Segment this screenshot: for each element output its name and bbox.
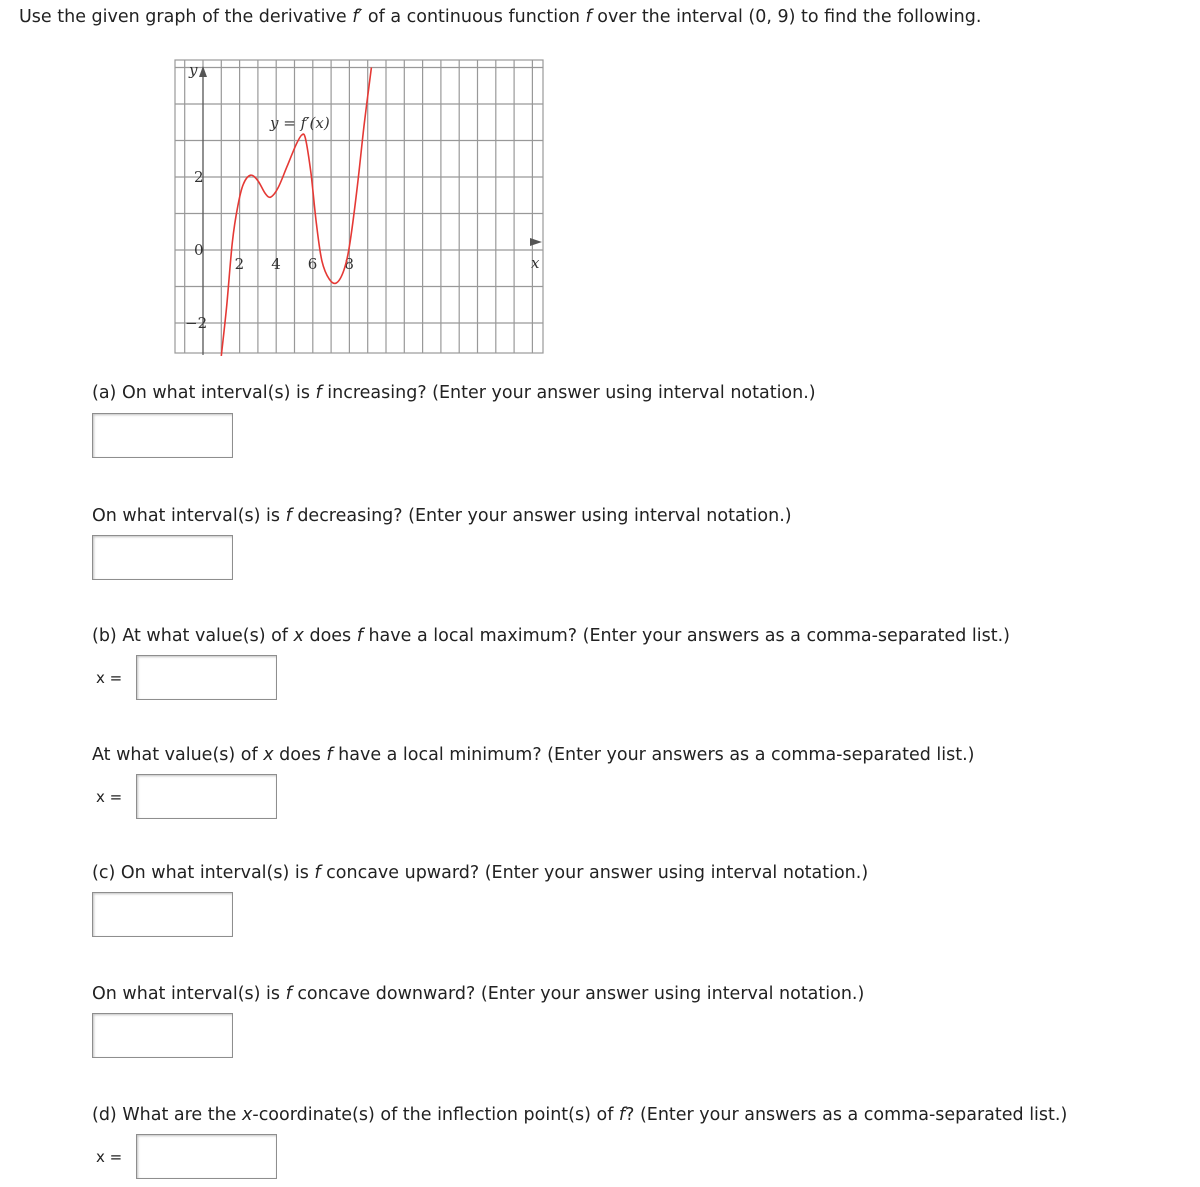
y-tick-label: 0 <box>194 241 204 259</box>
question-text: concave upward? (Enter your answer using interval notation.) <box>320 863 869 883</box>
y-tick-label: −2 <box>185 314 208 332</box>
derivative-graph <box>170 55 546 356</box>
x-tick-label: 6 <box>307 255 318 273</box>
instructions-text <box>19 7 981 27</box>
question-text: On what interval(s) is <box>92 984 286 1004</box>
answer-concave-up-input[interactable] <box>92 892 233 937</box>
question-c-concave-up <box>92 863 868 883</box>
y-axis-label: y <box>189 61 198 79</box>
intro-f: f <box>585 7 592 27</box>
answer-decreasing-input[interactable] <box>92 535 233 580</box>
intro-text-3: over the interval (0, 9) to find the following. <box>591 7 982 27</box>
question-text: -coordinate(s) of the inflection point(s) of <box>252 1105 619 1125</box>
question-c-concave-down <box>92 984 864 1004</box>
question-b-local-min <box>92 745 975 765</box>
question-text: (c) On what interval(s) is <box>92 863 315 883</box>
question-text: have a local minimum? (Enter your answers as a comma-separated list.) <box>332 745 975 765</box>
answer-inflection-input[interactable] <box>136 1134 277 1179</box>
curve-label: y = f′(x) <box>270 114 330 132</box>
question-text: (b) At what value(s) of <box>92 626 294 646</box>
question-text: (a) On what interval(s) is <box>92 383 316 403</box>
x-tick-label: 4 <box>271 255 281 273</box>
var-f: f <box>285 506 292 526</box>
intro-fprime: f′ <box>352 7 363 27</box>
question-text: decreasing? (Enter your answer using interval notation.) <box>291 506 792 526</box>
answer-local-max-input[interactable] <box>136 655 277 700</box>
intro-text-2: of a continuous function <box>362 7 586 27</box>
y-tick-label: 2 <box>194 168 204 186</box>
question-b-local-max <box>92 626 1010 646</box>
question-d-inflection <box>92 1105 1067 1125</box>
var-f: f <box>356 626 363 646</box>
var-x: x <box>293 626 304 646</box>
x-equals-label: x = <box>96 669 123 687</box>
x-equals-label: x = <box>96 1148 123 1166</box>
question-text: concave downward? (Enter your answer using interval notation.) <box>291 984 865 1004</box>
var-f: f <box>315 383 322 403</box>
var-f: f <box>326 745 333 765</box>
x-axis-label: x <box>531 254 540 272</box>
question-text: On what interval(s) is <box>92 506 286 526</box>
x-equals-label: x = <box>96 788 123 806</box>
question-text: does <box>273 745 327 765</box>
question-a-increasing <box>92 383 816 403</box>
var-x: x <box>263 745 274 765</box>
question-text: (d) What are the <box>92 1105 243 1125</box>
var-f: f <box>618 1105 626 1125</box>
question-text: At what value(s) of <box>92 745 264 765</box>
question-text: does <box>303 626 357 646</box>
question-text: ? (Enter your answers as a comma-separated list.) <box>625 1105 1068 1125</box>
x-axis-arrow-icon <box>530 238 542 246</box>
var-f: f <box>285 984 292 1004</box>
answer-increasing-input[interactable] <box>92 413 233 458</box>
question-a-decreasing <box>92 506 792 526</box>
question-text: increasing? (Enter your answer using interval notation.) <box>321 383 816 403</box>
answer-local-min-input[interactable] <box>136 774 277 819</box>
answer-concave-down-input[interactable] <box>92 1013 233 1058</box>
var-f: f <box>314 863 321 883</box>
x-tick-label: 8 <box>344 255 354 273</box>
intro-text-1: Use the given graph of the derivative <box>19 7 353 27</box>
var-x: x <box>242 1105 253 1125</box>
graph-grid <box>175 60 543 353</box>
question-text: have a local maximum? (Enter your answers as a comma-separated list.) <box>362 626 1010 646</box>
x-tick-label: 2 <box>234 255 245 273</box>
